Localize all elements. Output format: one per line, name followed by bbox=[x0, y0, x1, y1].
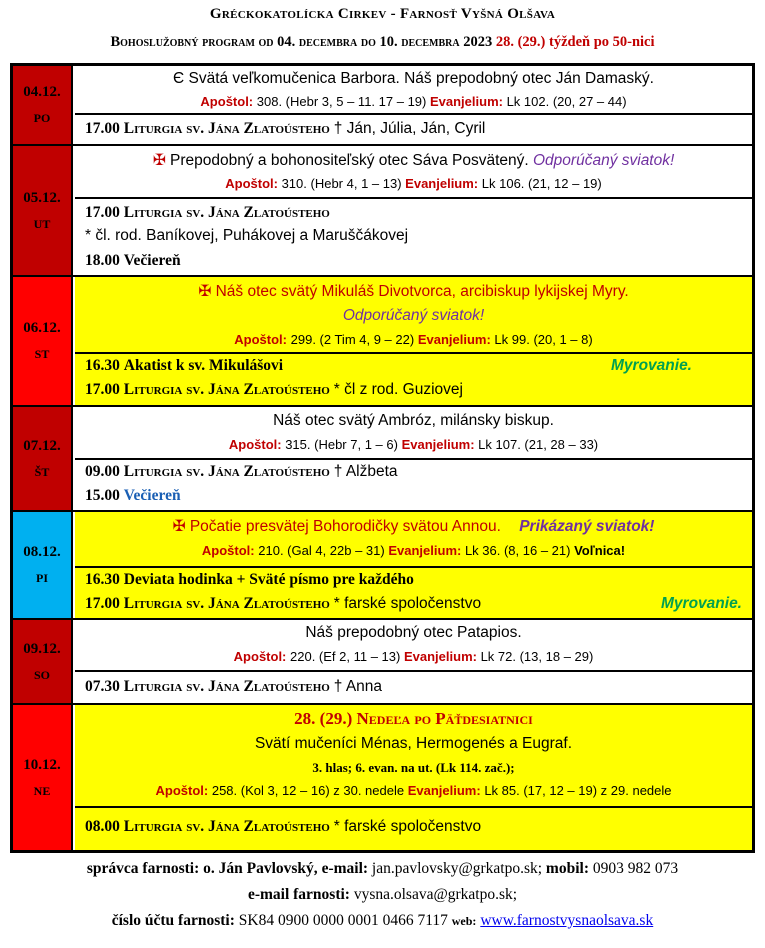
apostol-reading: 258. (Kol 3, 12 – 16) z 30. nedele bbox=[211, 783, 405, 798]
service-name: Deviata hodinka + Sväté písmo pre každého bbox=[123, 571, 414, 588]
apostol-reading: 315. (Hebr 7, 1 – 6) bbox=[285, 437, 398, 452]
feast-title: Počatie presvätej Bohorodičky svätou Annou. bbox=[189, 518, 501, 535]
day-weekday: PI bbox=[36, 571, 48, 585]
service-name: Liturgia sv. Jána Zlatoústeho bbox=[123, 381, 330, 398]
apostol-label: Apoštol: bbox=[228, 437, 282, 452]
day-row-thursday bbox=[13, 407, 752, 512]
day-date-cell bbox=[13, 146, 73, 275]
day-date-cell bbox=[13, 512, 73, 618]
cross-icon: ✠ bbox=[152, 152, 166, 169]
program-subtitle bbox=[0, 34, 765, 51]
cross-icon: ✠ bbox=[198, 283, 212, 300]
program-week: 28. (29.) týždeň po 50-nici bbox=[495, 34, 655, 50]
feast-rank: Odporúčaný sviatok! bbox=[342, 307, 485, 324]
evanjelium-label: Evanjelium: bbox=[417, 332, 491, 347]
admin-name: o. Ján Pavlovský, bbox=[203, 860, 318, 877]
sunday-title: 28. (29.) Nedeľa po Päťdesiatnici bbox=[294, 709, 533, 728]
service-time: 16.30 bbox=[85, 571, 120, 588]
service-name: Akatist k sv. Mikulášovi bbox=[123, 357, 284, 374]
apostol-reading: 299. (2 Tim 4, 9 – 22) bbox=[290, 332, 415, 347]
service-time: 17.00 bbox=[85, 120, 120, 137]
account-number: SK84 0900 0000 0001 0466 7117 bbox=[238, 912, 448, 929]
service-time: 07.30 bbox=[85, 678, 120, 695]
apostol-label: Apoštol: bbox=[225, 176, 278, 191]
evanjelium-reading: Lk 36. (8, 16 – 21) bbox=[464, 543, 571, 558]
service-time: 17.00 bbox=[85, 381, 120, 398]
feast-title: Svätí mučeníci Ménas, Hermogenés a Eugraf. bbox=[254, 735, 573, 752]
feast-title: Prepodobný a bohonositeľský otec Sáva Posvätený. bbox=[170, 152, 529, 169]
evanjelium-label: Evanjelium: bbox=[388, 543, 462, 558]
day-row-sunday bbox=[13, 705, 752, 850]
day-date-cell bbox=[13, 705, 73, 850]
mobile-number: 0903 982 073 bbox=[592, 860, 679, 877]
evanjelium-label: Evanjelium: bbox=[403, 649, 477, 664]
day-date-cell bbox=[13, 407, 73, 510]
day-date: 10.12. bbox=[23, 756, 61, 773]
service-note: * farské spoločenstvo bbox=[333, 595, 482, 612]
service-name: Večiereň bbox=[123, 252, 181, 269]
day-date-cell bbox=[13, 66, 73, 144]
page-title: Gréckokatolícka Cirkev - Farnosť Vyšná Olšava bbox=[209, 6, 556, 22]
admin-label: správca farnosti: bbox=[86, 860, 200, 877]
service-extra: Myrovanie. bbox=[661, 595, 742, 612]
day-date: 07.12. bbox=[23, 437, 61, 454]
cross-icon: ✠ bbox=[172, 518, 186, 535]
evanjelium-reading: Lk 102. (20, 27 – 44) bbox=[506, 94, 627, 109]
day-weekday: ŠT bbox=[34, 464, 50, 479]
feast-title: Náš otec svätý Mikuláš Divotvorca, arcibiskup lykijskej Myry. bbox=[215, 283, 629, 300]
day-date-cell bbox=[13, 277, 73, 405]
day-weekday: ST bbox=[34, 347, 50, 361]
feast-title: Náš prepodobný otec Patapios. bbox=[305, 624, 522, 641]
program-date-range: Bohoslužobný program od 04. decembra do 10. decembra 2023 bbox=[110, 34, 493, 50]
apostol-label: Apoštol: bbox=[233, 649, 287, 664]
parish-email-label: e-mail farnosti: bbox=[247, 886, 350, 903]
website-link[interactable]: www.farnostvysnaolsava.sk bbox=[480, 912, 654, 929]
day-date: 09.12. bbox=[23, 640, 61, 657]
feast-title: Náš otec svätý Ambróz, milánsky biskup. bbox=[273, 412, 554, 429]
parish-email: vysna.olsava@grkatpo.sk; bbox=[353, 886, 518, 903]
service-time: 17.00 bbox=[85, 204, 120, 221]
service-note: * farské spoločenstvo bbox=[333, 818, 482, 835]
day-date: 06.12. bbox=[23, 320, 61, 336]
footer-admin bbox=[0, 860, 765, 878]
apostol-label: Apoštol: bbox=[234, 332, 287, 347]
web-label: web: bbox=[451, 914, 477, 928]
day-weekday: NE bbox=[33, 783, 51, 798]
service-note: † Anna bbox=[333, 678, 383, 695]
apostol-reading: 310. (Hebr 4, 1 – 13) bbox=[281, 176, 402, 191]
service-intention: * čl. rod. Baníkovej, Puhákovej a Maruščákovej bbox=[85, 227, 409, 244]
footer-parish-email bbox=[0, 886, 765, 904]
feast-rank: Odporúčaný sviatok! bbox=[533, 152, 675, 169]
admin-email: jan.pavlovsky@grkatpo.sk; bbox=[371, 860, 543, 877]
evanjelium-reading: Lk 107. (21, 28 – 33) bbox=[478, 437, 599, 452]
evanjelium-label: Evanjelium: bbox=[429, 94, 503, 109]
evanjelium-reading: Lk 106. (21, 12 – 19) bbox=[481, 176, 602, 191]
evanjelium-label: Evanjelium: bbox=[407, 783, 481, 798]
email-label: e-mail: bbox=[321, 860, 369, 877]
apostol-label: Apoštol: bbox=[155, 783, 209, 798]
fast-note: Voľnica! bbox=[574, 543, 626, 558]
day-row-tuesday bbox=[13, 146, 752, 277]
day-row-friday bbox=[13, 512, 752, 620]
tone-note: 3. hlas; 6. evan. na ut. (Lk 114. zač.); bbox=[312, 760, 515, 775]
feast-icon: Є bbox=[173, 70, 185, 87]
service-name: Večiereň bbox=[123, 487, 181, 504]
apostol-reading: 220. (Ef 2, 11 – 13) bbox=[290, 649, 401, 664]
service-time: 16.30 bbox=[85, 357, 120, 374]
feast-title: Svätá veľkomučenica Barbora. Náš prepodobný otec Ján Damaský. bbox=[188, 70, 654, 87]
evanjelium-reading: Lk 72. (13, 18 – 29) bbox=[480, 649, 594, 664]
evanjelium-reading: Lk 99. (20, 1 – 8) bbox=[494, 332, 593, 347]
apostol-label: Apoštol: bbox=[200, 94, 254, 109]
day-date: 08.12. bbox=[23, 544, 61, 560]
service-note: † Alžbeta bbox=[333, 463, 398, 480]
day-weekday: UT bbox=[33, 216, 51, 231]
service-time: 18.00 bbox=[85, 252, 120, 269]
service-name: Liturgia sv. Jána Zlatoústeho bbox=[123, 678, 330, 695]
service-name: Liturgia sv. Jána Zlatoústeho bbox=[123, 818, 330, 835]
service-extra: Myrovanie. bbox=[611, 357, 692, 374]
service-name: Liturgia sv. Jána Zlatoústeho bbox=[123, 463, 330, 480]
service-time: 15.00 bbox=[85, 487, 120, 504]
day-weekday: SO bbox=[33, 667, 50, 682]
evanjelium-label: Evanjelium: bbox=[405, 176, 479, 191]
day-date: 04.12. bbox=[23, 84, 61, 100]
feast-rank: Prikázaný sviatok! bbox=[519, 518, 655, 535]
service-name: Liturgia sv. Jána Zlatoústeho bbox=[123, 120, 330, 137]
apostol-reading: 308. (Hebr 3, 5 – 11. 17 – 19) bbox=[256, 94, 427, 109]
service-time: 09.00 bbox=[85, 463, 120, 480]
day-row-saturday bbox=[13, 620, 752, 705]
service-name: Liturgia sv. Jána Zlatoústeho bbox=[123, 595, 330, 612]
day-row-monday bbox=[13, 66, 752, 146]
account-label: číslo účtu farnosti: bbox=[111, 912, 235, 929]
service-time: 08.00 bbox=[85, 818, 120, 835]
apostol-reading: 210. (Gal 4, 22b – 31) bbox=[258, 543, 385, 558]
evanjelium-reading: Lk 85. (17, 12 – 19) z 29. nedele bbox=[484, 783, 672, 798]
service-note: * čl z rod. Guziovej bbox=[333, 381, 463, 398]
apostol-label: Apoštol: bbox=[201, 543, 255, 558]
schedule-table bbox=[10, 63, 755, 853]
day-date-cell bbox=[13, 620, 73, 703]
service-time: 17.00 bbox=[85, 595, 120, 612]
day-date: 05.12. bbox=[23, 189, 61, 206]
footer-account bbox=[0, 912, 765, 930]
evanjelium-label: Evanjelium: bbox=[401, 437, 475, 452]
day-row-wednesday bbox=[13, 277, 752, 407]
service-note: † Ján, Júlia, Ján, Cyril bbox=[333, 120, 486, 137]
day-weekday: PO bbox=[33, 111, 51, 125]
service-name: Liturgia sv. Jána Zlatoústeho bbox=[123, 204, 330, 221]
mobile-label: mobil: bbox=[545, 860, 589, 877]
